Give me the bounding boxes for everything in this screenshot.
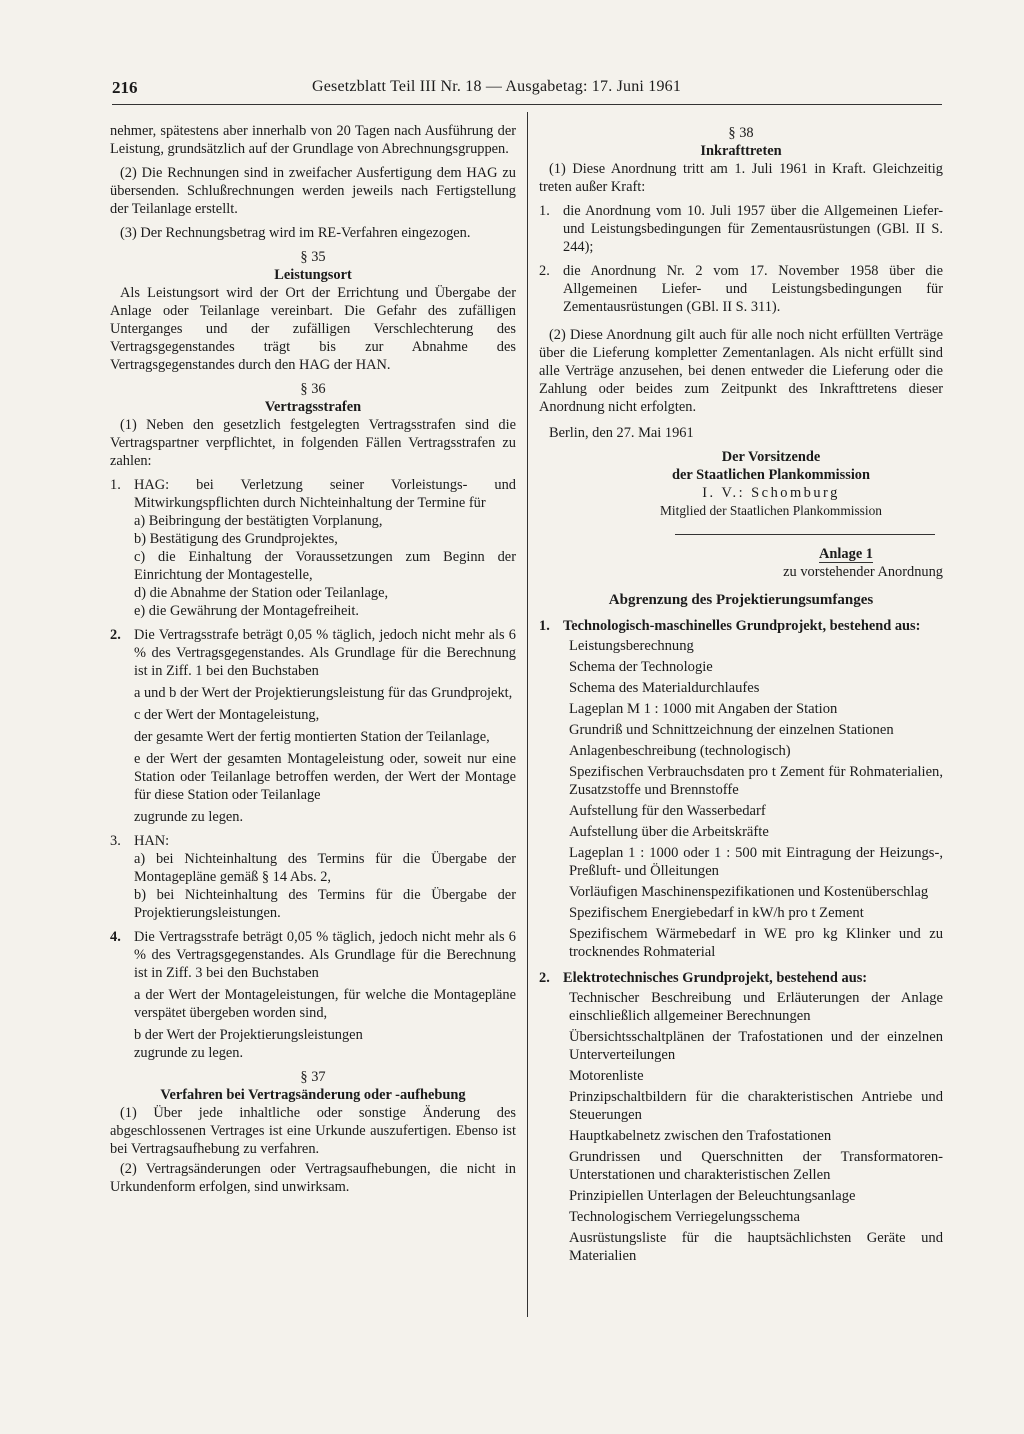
list-item bbox=[539, 262, 943, 316]
list-heading-text: Elektrotechnisches Grundprojekt, bestehend aus: bbox=[563, 970, 868, 986]
list-entry: Grundriß und Schnittzeichnung der einzelnen Stationen bbox=[569, 722, 894, 738]
item-number: 2. bbox=[539, 970, 550, 986]
annex-title bbox=[539, 545, 943, 563]
page-header bbox=[112, 78, 942, 104]
paragraph: Als Leistungsort wird der Ort der Errichtung und Übergabe der Anlage oder Teilanlage vereinbart. Die Gefahr des zufälligen Unterganges und der zufälligen Verschlechterung des Vertragsgegenstandes trägt bis zur Abnahme des Vertragsgegenstandes durch den HAG der HAN. bbox=[110, 285, 516, 373]
list-entry: Motorenliste bbox=[569, 1068, 644, 1084]
sub-item: der gesamte Wert der fertig montierten Station der Teilanlage, bbox=[134, 729, 490, 745]
running-head: Gesetzblatt Teil III Nr. 18 — Ausgabetag: 17. Juni 1961 bbox=[312, 78, 682, 95]
sub-item: c der Wert der Montageleistung, bbox=[134, 707, 320, 723]
list-entry: Anlagenbeschreibung (technologisch) bbox=[569, 743, 791, 759]
section-title: Verfahren bei Vertragsänderung oder -aufhebung bbox=[160, 1087, 466, 1103]
paragraph: (2) Diese Anordnung gilt auch für alle noch nicht erfüllten Verträge über die Lieferung kompletter Zementanlagen. Als nicht erfüllt sind alle Verträge anzusehen, bei denen entweder die Lieferung oder die Zahlung oder beides zum Zeitpunkt des Inkrafttretens dieser Anordnung nicht erfolgten. bbox=[539, 327, 943, 415]
item-text: HAN: bbox=[134, 833, 170, 849]
list-entry: Leistungsberechnung bbox=[569, 638, 694, 654]
item-text: Die Vertragsstrafe beträgt 0,05 % täglich, jedoch nicht mehr als 6 % des Vertragsgegenstandes. Als Grundlage für die Berechnung ist in Ziff. 3 bei den Buchstaben bbox=[134, 929, 516, 981]
item-number: 3. bbox=[110, 833, 121, 849]
sub-item: b) bei Nichteinhaltung des Termins für die Übergabe der Projektierungsleistungen. bbox=[134, 887, 516, 921]
list-item bbox=[110, 928, 516, 1062]
paragraph: (2) Vertragsänderungen oder Vertragsaufhebungen, die nicht in Urkundenform erfolgen, sind unwirksam. bbox=[110, 1161, 516, 1195]
paragraph: (2) Die Rechnungen sind in zweifacher Ausfertigung dem HAG zu übersenden. Schlußrechnungen werden jeweils nach Fertigstellung der Teilanlage erstellt. bbox=[110, 165, 516, 217]
sub-item: b der Wert der Projektierungsleistungen bbox=[134, 1027, 363, 1043]
item-text: die Anordnung Nr. 2 vom 17. November 1958 über die Allgemeinen Liefer- und Leistungsbedingungen für Zementausrüstungen (GBl. II S. 311). bbox=[563, 263, 943, 315]
right-column bbox=[539, 122, 943, 1268]
list-entry: Schema der Technologie bbox=[569, 659, 713, 675]
signatory-role: Mitglied der Staatlichen Plankommission bbox=[659, 503, 883, 518]
list-item bbox=[110, 476, 516, 620]
electrical-list bbox=[539, 989, 943, 1265]
list-entry: Spezifischem Energiebedarf in kW/h pro t Zement bbox=[569, 905, 864, 921]
item-number: 1. bbox=[539, 618, 550, 634]
list-item bbox=[539, 202, 943, 256]
place-date: Berlin, den 27. Mai 1961 bbox=[549, 425, 694, 441]
list-entry: Lageplan M 1 : 1000 mit Angaben der Station bbox=[569, 701, 838, 717]
annex-heading: Abgrenzung des Projektierungsumfanges bbox=[608, 592, 874, 608]
sub-item: e der Wert der gesamten Montageleistung oder, soweit nur eine Station oder Teilanlage betroffen werden, der Wert der Montage für diese Station oder Teilanlage bbox=[134, 751, 516, 803]
item-text: die Anordnung vom 10. Juli 1957 über die Allgemeinen Liefer- und Leistungsbedingungen für Zementausrüstungen (GBl. II S. 244); bbox=[563, 203, 943, 255]
sub-item: c) die Einhaltung der Voraussetzungen zum Beginn der Einrichtung der Montagestelle, bbox=[134, 549, 516, 583]
item-number: 1. bbox=[110, 477, 121, 493]
list-entry: Ausrüstungsliste für die hauptsächlichsten Geräte und Materialien bbox=[569, 1230, 943, 1264]
list-entry: Prinzipiellen Unterlagen der Beleuchtungsanlage bbox=[569, 1188, 856, 1204]
signatory-name: I. V.: Schomburg bbox=[702, 485, 840, 501]
list-entry: Technischer Beschreibung und Erläuterungen der Anlage einschließlich allgemeiner Berechnungen bbox=[569, 990, 943, 1024]
list-entry: Aufstellung für den Wasserbedarf bbox=[569, 803, 766, 819]
paragraph: (3) Der Rechnungsbetrag wird im RE-Verfahren eingezogen. bbox=[120, 225, 471, 241]
section-title: Vertragsstrafen bbox=[264, 399, 362, 415]
list-entry: Schema des Materialdurchlaufes bbox=[569, 680, 760, 696]
column-divider bbox=[527, 112, 528, 1317]
sub-item: a) Beibringung der bestätigten Vorplanung, bbox=[134, 513, 383, 529]
section-number: § 35 bbox=[300, 249, 326, 265]
list-entry: Spezifischen Verbrauchsdaten pro t Zement für Rohmaterialien, Zusatzstoffe und Brennstoffe bbox=[569, 764, 943, 798]
list-entry: Spezifischem Wärmebedarf in WE pro kg Klinker und zu trocknendes Rohmaterial bbox=[569, 926, 943, 960]
item-number: 1. bbox=[539, 203, 550, 219]
item-number: 2. bbox=[539, 263, 550, 279]
item-number: 2. bbox=[110, 627, 121, 643]
list-entry: Hauptkabelnetz zwischen den Trafostationen bbox=[569, 1128, 832, 1144]
section-number: § 37 bbox=[300, 1069, 326, 1085]
paragraph: (1) Neben den gesetzlich festgelegten Vertragsstrafen sind die Vertragspartner verpflichtet, in folgenden Fällen Vertragsstrafen zu zahlen: bbox=[110, 417, 516, 469]
section-title: Leistungsort bbox=[274, 267, 352, 283]
page-number: 216 bbox=[112, 78, 138, 97]
paragraph: (1) Diese Anordnung tritt am 1. Juli 1961 in Kraft. Gleichzeitig treten außer Kraft: bbox=[539, 161, 943, 195]
paragraph: nehmer, spätestens aber innerhalb von 20 Tagen nach Ausführung der Leistung, grundsätzlich auf der Grundlage von Abrechnungsgruppen. bbox=[110, 123, 516, 157]
signatory-title: Der Vorsitzende bbox=[721, 449, 821, 465]
list-entry: Vorläufigen Maschinenspezifikationen und Kostenüberschlag bbox=[569, 884, 929, 900]
list-item bbox=[110, 832, 516, 922]
list-entry: Übersichtsschaltplänen der Trafostationen und der einzelnen Unterverteilungen bbox=[569, 1029, 943, 1063]
sub-item: e) die Gewährung der Montagefreiheit. bbox=[134, 603, 359, 619]
header-rule bbox=[112, 104, 942, 105]
list-entry: Grundrissen und Querschnitten der Transformatoren-Unterstationen und charakteristischen Zellen bbox=[569, 1149, 943, 1183]
list-heading bbox=[539, 969, 943, 987]
list-item bbox=[110, 626, 516, 826]
left-column bbox=[110, 122, 516, 1202]
item-text: zugrunde zu legen. bbox=[134, 809, 244, 825]
list-heading-text: Technologisch-maschinelles Grundprojekt, bestehend aus: bbox=[563, 618, 921, 634]
item-number: 4. bbox=[110, 929, 121, 945]
item-text: HAG: bei Verletzung seiner Vorleistungs- und Mitwirkungspflichten durch Nichteinhaltung der Termine für bbox=[134, 477, 516, 511]
item-text: Die Vertragsstrafe beträgt 0,05 % täglich, jedoch nicht mehr als 6 % des Vertragsgegenstandes. Als Grundlage für die Berechnung ist in Ziff. 1 bei den Buchstaben bbox=[134, 627, 516, 679]
technology-list bbox=[539, 637, 943, 961]
list-entry: Technologischem Verriegelungsschema bbox=[569, 1209, 800, 1225]
section-number: § 38 bbox=[728, 125, 754, 141]
annex-subtitle: zu vorstehender Anordnung bbox=[783, 564, 943, 580]
sub-item: b) Bestätigung des Grundprojektes, bbox=[134, 531, 338, 547]
separator-rule bbox=[675, 534, 935, 535]
item-text: zugrunde zu legen. bbox=[134, 1045, 244, 1061]
list-heading bbox=[539, 617, 943, 635]
signature-block bbox=[599, 448, 943, 520]
sub-item: a und b der Wert der Projektierungsleistung für das Grundprojekt, bbox=[134, 685, 513, 701]
signatory-office: der Staatlichen Plankommission bbox=[671, 467, 871, 483]
paragraph: (1) Über jede inhaltliche oder sonstige Änderung des abgeschlossenen Vertrages ist eine Urkunde auszufertigen. Ebenso ist bei Vertragsaufhebung zu verfahren. bbox=[110, 1105, 516, 1157]
annex-title-text: Anlage 1 bbox=[819, 546, 873, 562]
list-entry: Prinzipschaltbildern für die charakteristischen Antriebe und Steuerungen bbox=[569, 1089, 943, 1123]
sub-item: a) bei Nichteinhaltung des Termins für die Übergabe der Montagepläne gemäß § 14 Abs. 2, bbox=[134, 851, 516, 885]
sub-item: a der Wert der Montageleistungen, für welche die Montagepläne verspätet übergeben worden sind, bbox=[134, 987, 516, 1021]
list-entry: Lageplan 1 : 1000 oder 1 : 500 mit Eintragung der Heizungs-, Preßluft- und Ölleitungen bbox=[569, 845, 943, 879]
section-title: Inkrafttreten bbox=[700, 143, 782, 159]
sub-item: d) die Abnahme der Station oder Teilanlage, bbox=[134, 585, 389, 601]
list-entry: Aufstellung über die Arbeitskräfte bbox=[569, 824, 769, 840]
section-number: § 36 bbox=[300, 381, 326, 397]
